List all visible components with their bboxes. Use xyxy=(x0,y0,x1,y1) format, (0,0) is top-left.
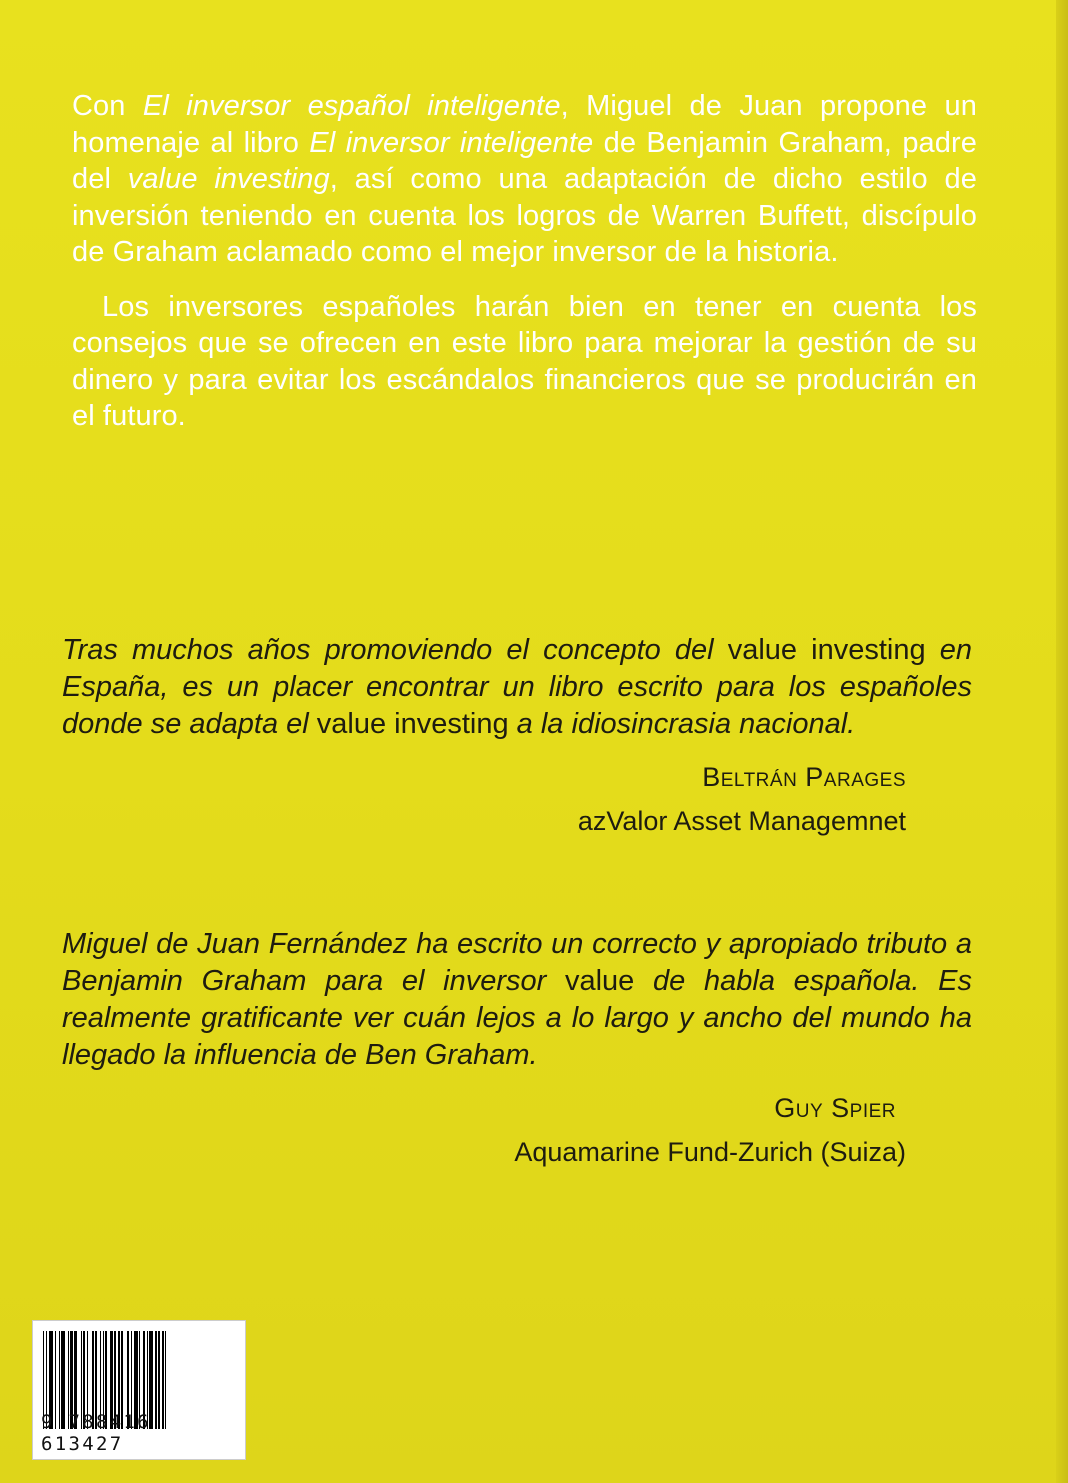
intro-paragraph-1 xyxy=(72,88,977,271)
quote-1-organization: azValor Asset Managemnet xyxy=(577,806,906,836)
intro-paragraph-2: Los inversores españoles harán bien en tener en cuenta los consejos que se ofrecen en este libro para mejorar la gestión de su dinero y para evitar los escándalos financieros que se producirán en el futuro. xyxy=(72,290,977,432)
text-run: Con xyxy=(72,90,143,122)
text-run: en España, es un placer encontrar un libro escrito para los españoles donde se adapta el xyxy=(62,634,972,740)
text-run: , Miguel de Juan propone un homenaje al libro xyxy=(72,90,977,159)
quote-1-author: Beltrán Parages xyxy=(702,762,906,792)
text-run: Miguel de Juan Fernández ha escrito un correcto y apropiado tributo a Benjamin Graham para el inversor xyxy=(62,928,972,997)
isbn-number: 9 788416 613427 xyxy=(41,1411,151,1455)
text-run: de habla española. Es realmente gratificante ver cuán lejos a lo largo y ancho del mundo ha llegado la influencia de Ben Graham. xyxy=(62,965,972,1071)
cover-edge xyxy=(1056,0,1068,1483)
text-run: Tras muchos años promoviendo el concepto del xyxy=(62,634,728,666)
review-quote-2 xyxy=(62,926,972,1170)
quote-2-text xyxy=(62,926,972,1074)
text-run: value investing xyxy=(316,708,509,740)
text-run: a la idiosincrasia nacional. xyxy=(508,708,856,740)
text-run: El inversor español inteligente xyxy=(142,90,561,122)
intro-text xyxy=(72,88,977,453)
text-run: de Benjamin Graham, padre del xyxy=(72,126,977,195)
text-run: value investing xyxy=(727,634,926,666)
review-quote-1 xyxy=(62,632,972,839)
text-run: , así como una adaptación de dicho estilo de inversión teniendo en cuenta los logros de Warren Buffett, discípulo de Graham aclamado como el mejor inversor de la historia. xyxy=(72,163,978,268)
text-run: value xyxy=(564,965,635,997)
text-run: value investing xyxy=(127,163,330,195)
quote-1-text xyxy=(62,632,972,743)
text-run: El inversor inteligente xyxy=(309,126,594,159)
quote-2-organization: Aquamarine Fund-Zurich (Suiza) xyxy=(514,1137,906,1167)
isbn-barcode xyxy=(32,1320,246,1460)
quote-2-author: Guy Spier xyxy=(774,1093,896,1123)
